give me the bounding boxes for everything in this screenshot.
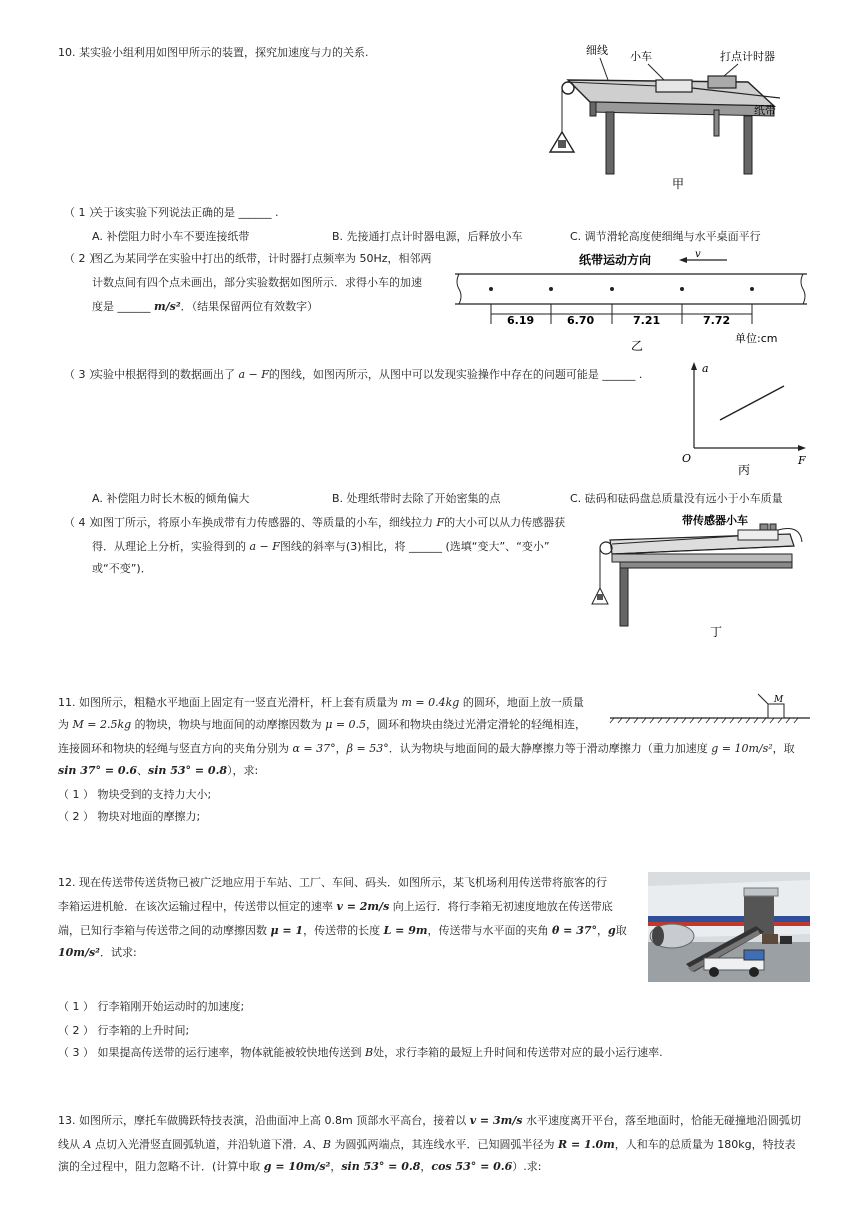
q10-part1-option-c: C. 调节滑轮高度使细绳与水平桌面平行 xyxy=(570,230,761,243)
q12-part3: （ 3 ） 如果提高传送带的运行速率，物体就能被较快地传送到 B处，求行李箱的最短上升时间和传送带对应的最小运行速率. xyxy=(58,1046,663,1059)
q13-line1: 13. 如图所示，摩托车做腾跃特技表演，沿曲面冲上高 0.8m 顶部水平高台，接着以 v = 3m/s 水平速度离开平台，落至地面时，恰能无碰撞地沿圆弧切 xyxy=(58,1114,801,1127)
block-m xyxy=(768,704,784,718)
q11-line3: 连接圆环和物块的轻绳与竖直方向的夹角分别为 α = 37°，β = 53°．认为物块与地面间的最大静摩擦力等于滑动摩擦力（重力加速度 g = 10m/s²，取 xyxy=(58,742,795,755)
origin-label: O xyxy=(682,452,692,465)
unit-label: 单位:cm xyxy=(735,332,778,345)
figure-ding-apparatus xyxy=(590,512,810,640)
q10-part1-option-b: B. 先接通打点计时器电源，后释放小车 xyxy=(332,230,523,243)
q10-part4-number: （ 4 ） xyxy=(64,516,100,529)
figure-jia-caption: 甲 xyxy=(672,177,685,191)
q12-line4: 10m/s²．试求: xyxy=(58,946,137,959)
q12-part1: （ 1 ） 行李箱刚开始运动时的加速度; xyxy=(58,1000,245,1013)
q11-part2: （ 2 ） 物块对地面的摩擦力; xyxy=(58,810,201,823)
sensor-cart-label: 带传感器小车 xyxy=(682,514,748,527)
q10-part1-text: 关于该实验下列说法正确的是 ______ . xyxy=(92,206,279,219)
distance-1: 6.19 xyxy=(507,314,535,327)
figure-yi-caption: 乙 xyxy=(631,339,644,353)
q10-part3-option-b: B. 处理纸带时去除了开始密集的点 xyxy=(332,492,501,505)
q10-part3-number: （ 3 ） xyxy=(64,368,100,381)
velocity-label: v xyxy=(695,249,701,260)
label-tape: 纸带 xyxy=(754,104,776,117)
distance-4: 7.72 xyxy=(703,314,731,327)
q12-part2: （ 2 ） 行李箱的上升时间; xyxy=(58,1024,190,1037)
block-label: M xyxy=(774,695,784,705)
q12-line1: 12. 现在传送带传送货物已被广泛地应用于车站、工厂、车间、码头．如图所示，某飞机场利用传送带将旅客的行 xyxy=(58,876,607,889)
tape-points xyxy=(489,287,754,291)
figure-q11-ground xyxy=(610,690,810,726)
q10-part3-text: 实验中根据得到的数据画出了 a − F的图线，如图丙所示，从图中可以发现实验操作中存在的问题可能是 ______ . xyxy=(92,368,643,381)
axis-a-label: a xyxy=(702,362,709,375)
tape-direction-title: 纸带运动方向 xyxy=(579,253,652,267)
distance-3: 7.21 xyxy=(633,314,661,327)
distance-2: 6.70 xyxy=(567,314,595,327)
q10-part2-number: （ 2 ） xyxy=(64,252,100,265)
q12-line3: 端，已知行李箱与传送带之间的动摩擦因数 μ = 1，传送带的长度 L = 9m，传送带与水平面的夹角 θ = 37°，g取 xyxy=(58,924,627,937)
label-string: 细线 xyxy=(586,44,608,57)
label-cart: 小车 xyxy=(630,50,652,63)
q11-line1: 11. 如图所示，粗糙水平地面上固定有一竖直光滑杆，杆上套有质量为 m = 0.4kg 的圆环，地面上放一质量 xyxy=(58,696,584,709)
figure-ding-caption: 丁 xyxy=(710,625,723,639)
figure-bing-graph xyxy=(680,362,810,477)
q10-part3-option-c: C. 砝码和砝码盘总质量没有远小于小车质量 xyxy=(570,492,783,505)
q10-part1-option-a: A. 补偿阻力时小车不要连接纸带 xyxy=(92,230,250,243)
photo-airport-conveyor xyxy=(648,872,810,982)
q10-part2-line2: 计数点间有四个点未画出，部分实验数据如图所示．求得小车的加速 xyxy=(92,276,422,289)
q10-part3-option-a: A. 补偿阻力时长木板的倾角偏大 xyxy=(92,492,250,505)
q10-part2-line1: 图乙为某同学在实验中打出的纸带，计时器打点频率为 50Hz，相邻两 xyxy=(92,252,432,265)
axis-f-label: F xyxy=(798,454,806,467)
q10-part2-line3: 度是 ______ m/s²．（结果保留两位有效数字） xyxy=(92,300,319,313)
q10-part4-line1: 如图丁所示，将原小车换成带有力传感器的、等质量的小车，细线拉力 F的大小可以从力传感器获 xyxy=(92,516,566,529)
q11-line4: sin 37° = 0.6、sin 53° = 0.8），求: xyxy=(58,764,259,777)
q10-stem: 10. 某实验小组利用如图甲所示的装置，探究加速度与力的关系. xyxy=(58,46,369,59)
q12-line2: 李箱运进机舱．在该次运输过程中，传送带以恒定的速率 v = 2m/s 向上运行．将行李箱无初速度地放在传送带底 xyxy=(58,900,613,913)
a-f-line xyxy=(720,386,784,420)
q11-line2: 为 M = 2.5kg 的物块，物块与地面间的动摩擦因数为 μ = 0.5，圆环和物块由绕过光滑定滑轮的轻绳相连， xyxy=(58,718,587,731)
figure-yi-tape xyxy=(455,249,815,353)
q13-line3: 演的全过程中，阻力忽略不计．(计算中取 g = 10m/s²，sin 53° = 0.8，cos 53° = 0.6）.求: xyxy=(58,1160,542,1173)
q10-part1-number: （ 1 ） xyxy=(64,206,100,219)
q11-part1: （ 1 ） 物块受到的支持力大小; xyxy=(58,788,212,801)
figure-jia-apparatus xyxy=(548,40,788,200)
q10-part4-line3: 或“不变”)． xyxy=(92,562,152,575)
figure-bing-caption: 丙 xyxy=(738,463,751,477)
label-timer: 打点计时器 xyxy=(720,50,775,63)
q10-part4-line2: 得．从理论上分析，实验得到的 a − F图线的斜率与(3)相比，将 ______ (选填“变大”、“变小” xyxy=(92,540,550,553)
q13-line2: 线从 A 点切入光滑竖直圆弧轨道，并沿轨道下滑．A、B 为圆弧两端点，其连线水平．已知圆弧半径为 R = 1.0m，人和车的总质量为 180kg，特技表 xyxy=(58,1138,796,1151)
